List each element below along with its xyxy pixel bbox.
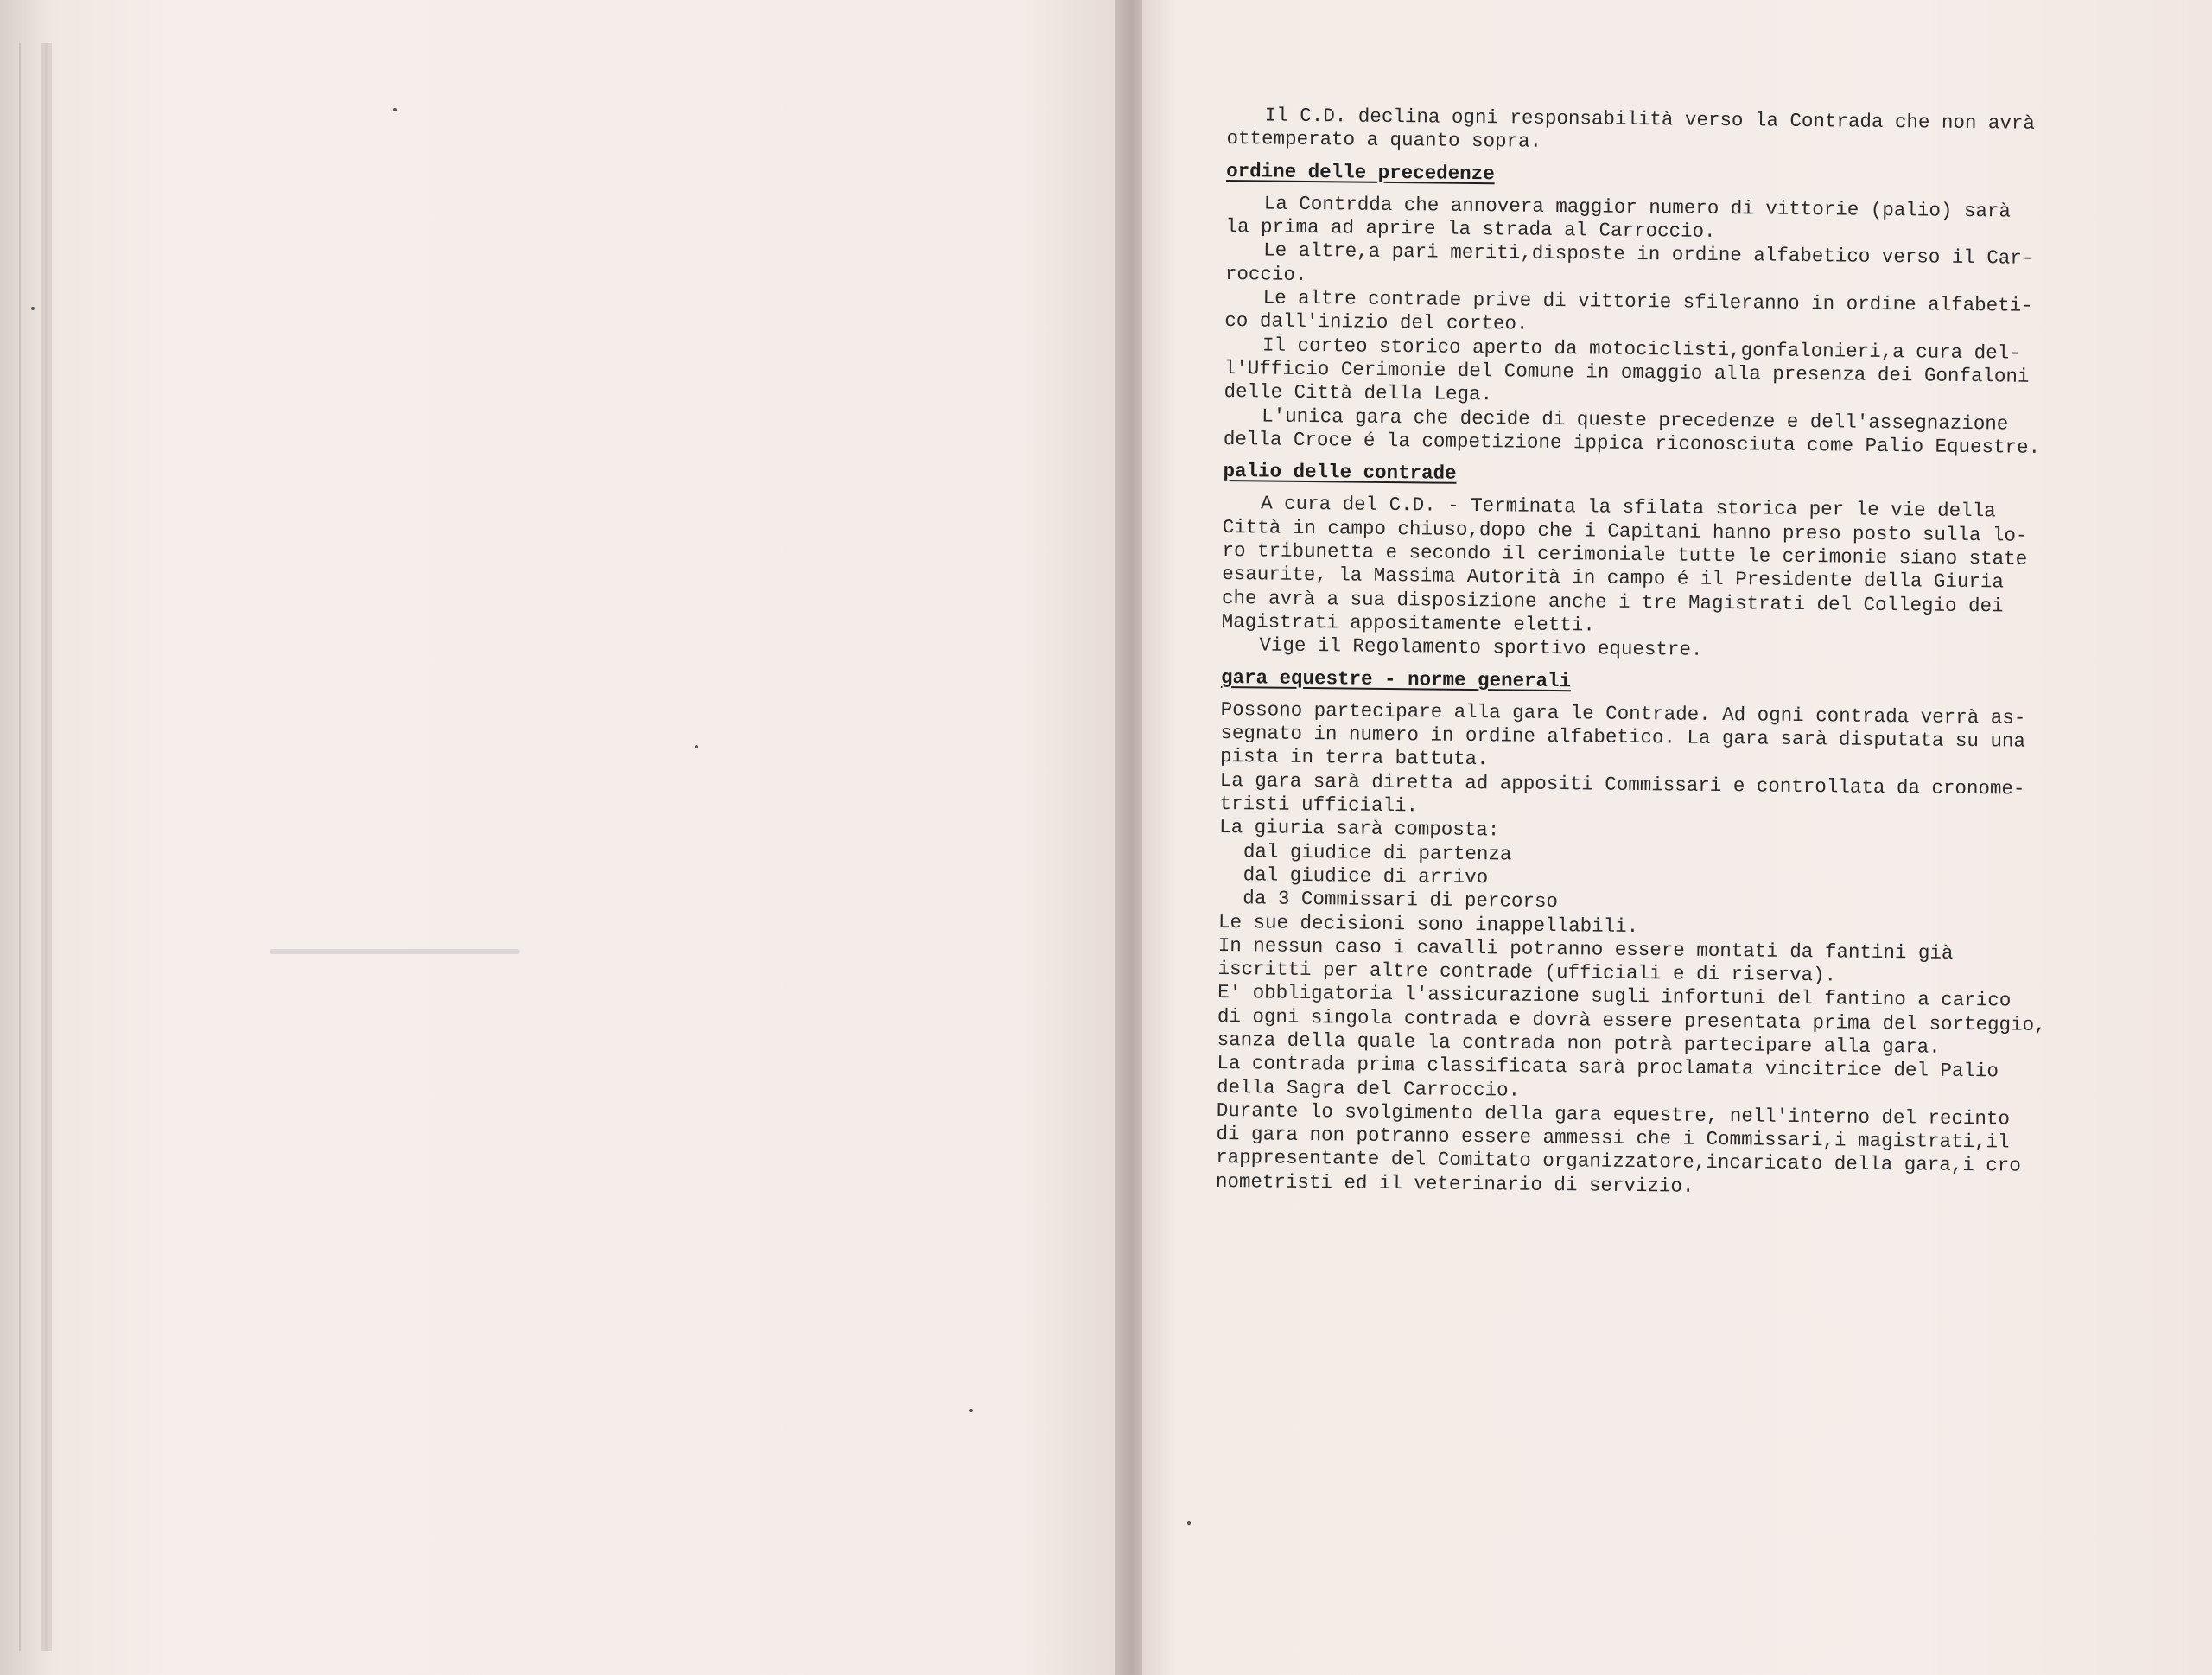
typewritten-text <box>1216 104 2108 1203</box>
text-line: Le altre,a pari meriti,disposte in ordine alfabetico verso il Car- <box>1263 239 2034 271</box>
text-line: Durante lo svolgimento della gara equestre, nell'interno del recinto <box>1216 1099 2011 1130</box>
paper-speck <box>1187 1521 1191 1525</box>
text-line: rappresentante del Comitato organizzatore,incaricato della gara,i cro <box>1216 1146 2021 1178</box>
text-line: Le sue decisioni sono inappellabili. <box>1217 910 1639 938</box>
paper-speck <box>31 307 35 310</box>
text-line: nometristi ed il veterinario di servizio. <box>1215 1169 1694 1198</box>
text-line: che avrà a sua disposizione anche i tre Magistrati del Collegio dei <box>1221 586 2004 618</box>
list-item: dal giudice di arrivo <box>1243 863 1489 889</box>
text-line: esaurite, la Massima Autorità in campo é il Presidente della Giuria <box>1222 563 2005 594</box>
text-line: della Croce é la competizione ippica riconosciuta come Palio Equestre. <box>1223 427 2041 459</box>
text-line: Possono partecipare alla gara le Contrade. Ad ogni contrada verrà as- <box>1220 697 2026 729</box>
paper-speck <box>969 1409 973 1412</box>
section-heading: palio delle contrade <box>1223 460 1457 485</box>
text-line: segnato in numero in ordine alfabetico. La gara sarà disputata su una <box>1220 722 2026 753</box>
text-line: pista in terra battuta. <box>1219 745 1489 771</box>
text-line: delle Città della Lega. <box>1224 380 1493 406</box>
page-edge-stack <box>19 43 41 1651</box>
list-item: dal giudice di partenza <box>1243 839 1512 866</box>
text-line: Le altre contrade prive di vittorie sfileranno in ordine alfabeti- <box>1262 286 2033 317</box>
text-line: la prima ad aprire la strada al Carroccio. <box>1225 215 1716 244</box>
text-line: sanza della quale la contrada non potrà partecipare alla gara. <box>1217 1028 1941 1059</box>
paper-speck <box>393 108 397 111</box>
section-heading: ordine delle precedenze <box>1226 159 1495 185</box>
text-line: tristi ufficiali. <box>1219 792 1419 818</box>
text-line: di gara non potranno essere ammessi che i Commissari,i magistrati,il <box>1216 1123 2010 1154</box>
text-line: ottemperato a quanto sopra. <box>1226 127 1542 154</box>
text-line: Il C.D. declina ogni responsabilità verso la Contrada che non avrà <box>1264 104 2036 135</box>
text-line: iscritti per altre contrade (ufficiali e di riserva). <box>1217 958 1837 987</box>
section-heading: gara equestre - norme generali <box>1220 666 1572 692</box>
text-line: La giuria sarà composta: <box>1219 816 1500 842</box>
paper-smudge <box>270 949 520 954</box>
text-line: La Contrdda che annovera maggior numero di vittorie (palio) sarà <box>1263 192 2012 223</box>
text-line: roccio. <box>1224 262 1307 286</box>
text-line: Il corteo storico aperto da motociclisti,gonfalonieri,a cura del- <box>1262 334 2021 365</box>
text-line: della Sagra del Carroccio. <box>1216 1075 1521 1102</box>
text-line: A cura del C.D. - Terminata la sfilata storica per le vie della <box>1261 492 1996 523</box>
text-line: Magistrati appositamente eletti. <box>1221 609 1595 637</box>
text-line: ro tribunetta e secondo il cerimoniale tutte le cerimonie siano state <box>1222 539 2028 570</box>
text-line: l'Ufficio Cerimonie del Comune in omaggio alla presenza dei Gonfaloni <box>1224 356 2030 388</box>
text-line: In nessun caso i cavalli potranno essere montati da fantini già <box>1217 933 1954 965</box>
text-line: L'unica gara che decide di queste precedenze e dell'assegnazione <box>1262 404 2009 436</box>
text-line: La contrada prima classificata sarà proclamata vincitrice del Palio <box>1217 1052 1999 1083</box>
text-line: Vige il Regolamento sportivo equestre. <box>1259 634 1703 662</box>
text-line: La gara sarà diretta ad appositi Commissari e controllata da cronome- <box>1219 768 2025 800</box>
list-item: da 3 Commissari di percorso <box>1243 887 1559 914</box>
text-line: co dall'inizio del corteo. <box>1224 309 1529 336</box>
text-line: di ogni singola contrada e dovrà essere presentata prima del sorteggio, <box>1217 1004 2046 1036</box>
paper-speck <box>695 745 698 748</box>
text-line: E' obbligatoria l'assicurazione sugli infortuni del fantino a carico <box>1217 981 2012 1012</box>
text-line: Città in campo chiuso,dopo che i Capitani hanno preso posto sulla lo- <box>1222 515 2028 547</box>
